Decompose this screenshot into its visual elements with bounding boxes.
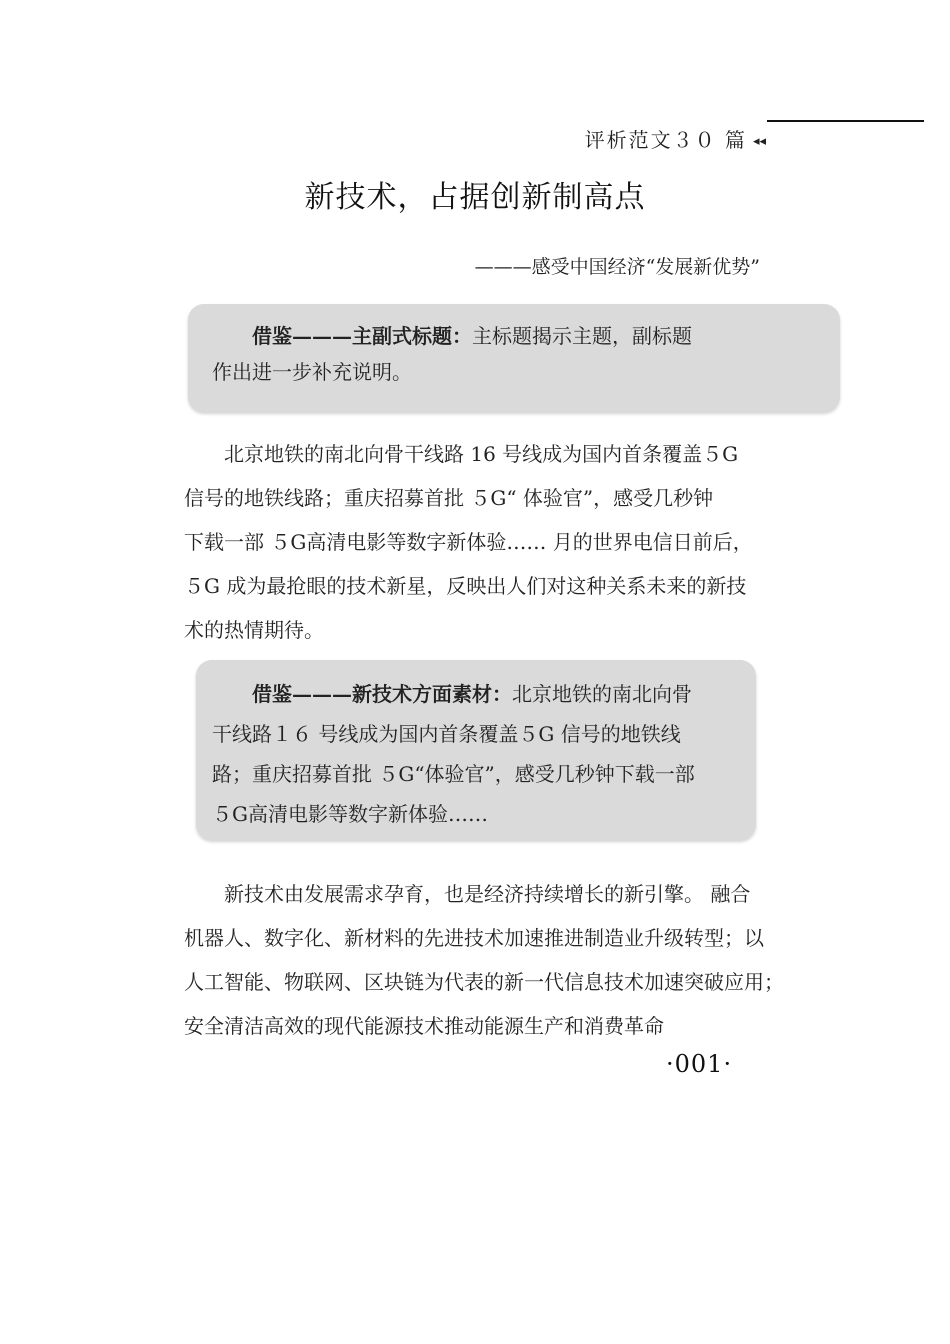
- note-text: 主标题揭示主题，副标题: [472, 324, 692, 348]
- paragraph-line: 信号的地铁线路；重庆招募首批 ５G“ 体验官”，感受几秒钟: [184, 486, 714, 510]
- double-left-arrow-icon: ◂◂: [752, 134, 766, 149]
- page-number: ·001·: [666, 1050, 733, 1078]
- note-line: [212, 674, 756, 714]
- paragraph-line: 机器人、数字化、新材料的先进技术加速推进制造业升级转型；以: [184, 926, 764, 950]
- paragraph-line: 人工智能、物联网、区块链为代表的新一代信息技术加速突破应用；: [184, 970, 784, 994]
- paragraph-5g: [184, 432, 784, 652]
- note-lead: 借鉴———主副式标题：: [252, 324, 472, 348]
- paragraph-new-tech: [184, 872, 784, 1048]
- note-line: [212, 318, 840, 354]
- note-lead: 借鉴———新技术方面素材：: [252, 682, 512, 706]
- note-line: 作出进一步补充说明。: [212, 360, 412, 384]
- header-rule: [767, 120, 924, 122]
- paragraph-line: 术的热情期待。: [184, 618, 324, 642]
- paragraph-line: 新技术由发展需求孕育，也是经济持续增长的新引擎。 融合: [224, 882, 751, 906]
- article-title: 新技术，占据创新制高点: [304, 180, 646, 215]
- paragraph-line: ５G 成为最抢眼的技术新星，反映出人们对这种关系未来的新技: [184, 574, 747, 598]
- note-box-material: [196, 660, 756, 840]
- article-subtitle: ———感受中国经济“发展新优势”: [474, 256, 760, 278]
- note-text: 北京地铁的南北向骨: [512, 682, 692, 706]
- note-line: ５G高清电影等数字新体验……: [212, 802, 488, 826]
- note-box-title-style: [188, 304, 840, 412]
- note-line: 路；重庆招募首批 ５G“体验官”，感受几秒钟下载一部: [212, 762, 695, 786]
- note-line: 干线路１６ 号线成为国内首条覆盖５G 信号的地铁线: [212, 722, 681, 746]
- section-label: [585, 124, 766, 153]
- section-label-text: 评析范文３０ 篇: [584, 128, 747, 152]
- paragraph-line: 下载一部 ５G高清电影等数字新体验…… 月的世界电信日前后，: [184, 530, 753, 554]
- paragraph-line: 安全清洁高效的现代能源技术推动能源生产和消费革命: [184, 1014, 664, 1038]
- paragraph-line: 北京地铁的南北向骨干线路 16 号线成为国内首条覆盖５G: [224, 442, 739, 466]
